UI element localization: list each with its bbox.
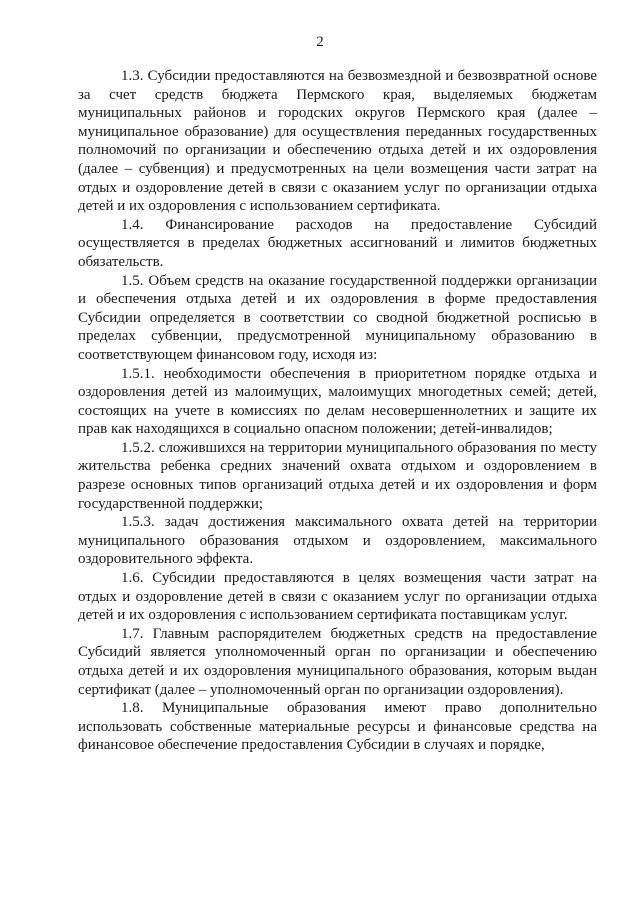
document-body: [78, 67, 597, 755]
paragraph-1-8: 1.8. Муниципальные образования имеют право дополнительно использовать собственные материальные ресурсы и финансовые средства на финансовое обеспечение предоставления Субсидии в случаях и порядке,: [78, 700, 597, 754]
paragraph-1-5-1: 1.5.1. необходимости обеспечения в приоритетном порядке отдыха и оздоровления детей из малоимущих, малоимущих многодетных семей; детей, состоящих на учете в комиссиях по делам несовершеннолетних и защите их прав как находящихся в социально опасном положении; детей-инвалидов;: [78, 365, 597, 438]
paragraph-1-7: 1.7. Главным распорядителем бюджетных средств на предоставление Субсидий является уполномоченный орган по организации и обеспечению отдыха детей и их оздоровления муниципального образования, которым выдан сертификат (далее – уполномоченный орган по организации оздоровления).: [78, 625, 597, 698]
paragraph-1-5: 1.5. Объем средств на оказание государственной поддержки организации и обеспечения отдыха детей и их оздоровления в форме предоставления Субсидии определяется в соответствии со сводной бюджетной росписью в пределах субвенции, предусмотренной муниципальному образованию в соответствующем финансовом году, исходя из:: [78, 272, 597, 363]
paragraph-1-3: 1.3. Субсидии предоставляются на безвозмездной и безвозвратной основе за счет средств бюджета Пермского края, выделяемых бюджетам муниципальных районов и городских округов Пермского края (далее – муниципальное образование) для осуществления переданных государственных полномочий по организации и обеспечению отдыха детей и их оздоровления (далее – субвенция) и предусмотренных на цели возмещения части затрат на отдых и оздоровление детей в связи с оказанием услуг по организации отдыха детей и их оздоровления с использованием сертификата.: [78, 68, 597, 215]
paragraph-1-4: 1.4. Финансирование расходов на предоставление Субсидий осуществляется в пределах бюджетных ассигнований и лимитов бюджетных обязательств.: [78, 216, 597, 270]
paragraph-1-5-3: 1.5.3. задач достижения максимального охвата детей на территории муниципального образования отдыхом и оздоровлением, максимального оздоровительного эффекта.: [78, 514, 597, 568]
page-number: 2: [316, 34, 324, 50]
paragraph-1-6: 1.6. Субсидии предоставляются в целях возмещения части затрат на отдых и оздоровление детей в связи с оказанием услуг по организации отдыха детей и их оздоровления с использованием сертификата поставщикам услуг.: [78, 570, 597, 624]
paragraph-1-5-2: 1.5.2. сложившихся на территории муниципального образования по месту жительства ребенка средних значений охвата отдыхом и оздоровлением в разрезе основных типов организаций отдыха детей и их оздоровления и форм государственной поддержки;: [78, 439, 597, 512]
